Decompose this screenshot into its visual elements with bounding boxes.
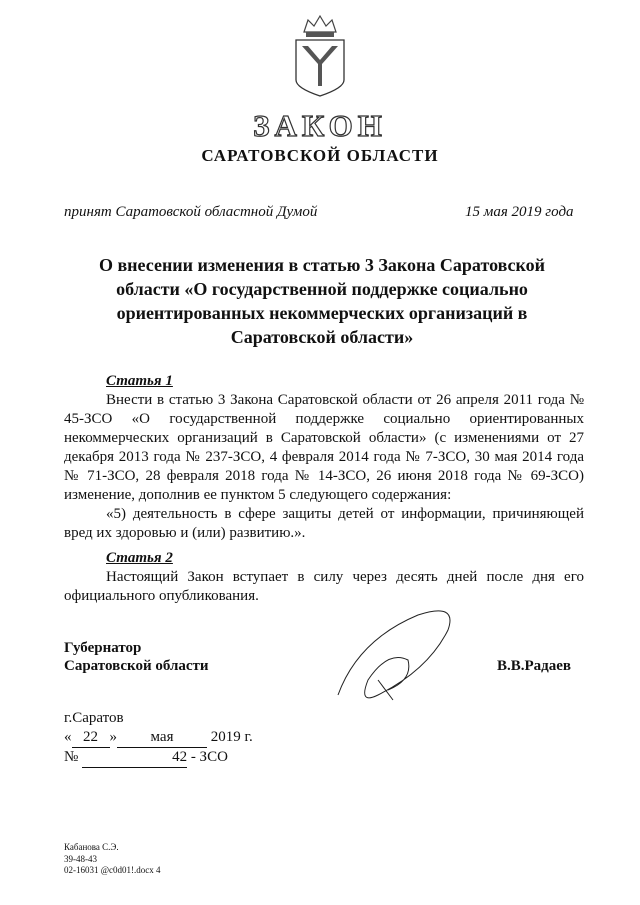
issue-city: г.Саратов [64,710,124,726]
issue-details [64,709,253,768]
law-title [60,253,584,349]
article-1-body [64,391,584,543]
issue-number [64,748,253,768]
signatory-name: В.В.Радаев [497,658,572,674]
executor-phone: 39-48-43 [64,853,97,864]
paragraph: Настоящий Закон вступает в силу через десять дней после дня его официального опубликования. [64,569,584,604]
region-heading: САРАТОВСКОЙ ОБЛАСТИ [201,146,439,165]
title-line: области «О государственной поддержке социально [116,279,528,299]
paragraph: Внести в статью 3 Закона Саратовской области от 26 апреля 2011 года № 45-ЗСО «О государственной поддержке социально ориентированных некоммерческих организаций в Саратовской области» (с изменениями от 27 декабря 2013 года № 237-ЗСО, 4 февраля 2014 года № 7-ЗСО, 30 мая 2014 года № 71-ЗСО, 28 февраля 2018 года № 14-ЗСО, 26 июня 2018 года № 69-ЗСО) изменение, дополнив ее пунктом 5 следующего содержания: [64,392,584,503]
position-line: Саратовской области [64,658,209,674]
law-number: 42 [82,748,187,768]
number-sign: № [64,749,79,765]
adoption-date: 15 мая 2019 года [465,204,574,220]
position-line: Губернатор [64,640,142,656]
executor: Кабанова С.Э. [64,842,119,852]
paragraph: «5) деятельность в сфере защиты детей от информации, причиняющей вред их здоровью и (или) развитию.». [64,506,584,541]
footer-info [64,842,161,877]
issue-day: 22 [72,728,110,748]
adopted-by: принят Саратовской областной Думой [64,204,318,220]
article-1-heading: Статья 1 [106,373,173,389]
coat-of-arms-emblem [292,14,348,98]
title-line: О внесении изменения в статью 3 Закона Саратовской [98,255,546,275]
number-suffix: - ЗСО [190,749,228,765]
issue-month: мая [117,728,207,748]
law-heading: ЗАКОН [253,108,387,143]
signatory-position [64,639,209,675]
title-line: ориентированных некоммерческих организаций в [116,303,528,323]
title-line: Саратовской области» [230,327,414,347]
file-reference: 02-16031 @c0d01!.docx 4 [64,865,161,875]
article-2-heading: Статья 2 [106,550,173,566]
issue-year: 2019 г. [210,729,253,745]
issue-date: « 22 » мая 2019 г. [64,728,253,748]
handwritten-signature [318,600,478,710]
